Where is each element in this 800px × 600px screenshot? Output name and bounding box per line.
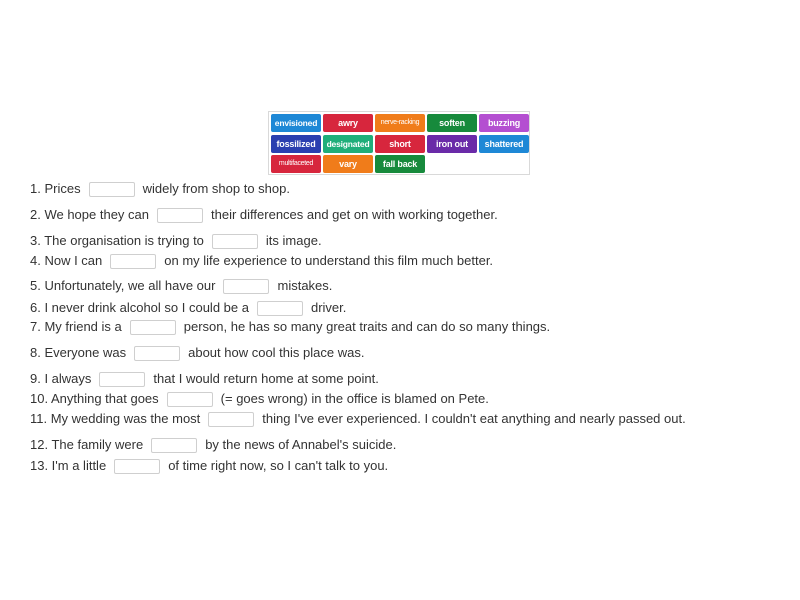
sentence-text-after: mistakes. bbox=[277, 278, 333, 293]
sentence-row bbox=[30, 370, 379, 388]
sentence-text-before: 13. I'm a little bbox=[30, 458, 107, 473]
word-bank bbox=[268, 111, 530, 175]
sentence-row bbox=[30, 206, 498, 224]
answer-blank[interactable] bbox=[110, 254, 156, 269]
sentence-text-before: 11. My wedding was the most bbox=[30, 411, 201, 426]
sentence-text-before: 9. I always bbox=[30, 371, 92, 386]
sentence-text-after: person, he has so many great traits and can do so many things. bbox=[183, 319, 551, 334]
answer-blank[interactable] bbox=[157, 208, 203, 223]
sentence-text-before: 5. Unfortunately, we all have our bbox=[30, 278, 216, 293]
sentence-text-after: driver. bbox=[310, 300, 347, 315]
sentence-text-after: about how cool this place was. bbox=[188, 345, 365, 360]
word-tile-fossilized[interactable]: fossilized bbox=[271, 135, 321, 153]
sentence-text-before: 1. Prices bbox=[30, 181, 81, 196]
sentence-row bbox=[30, 318, 550, 336]
sentence-text-after: thing I've ever experienced. I couldn't eat anything and nearly passed out. bbox=[262, 411, 686, 426]
sentence-text-after: by the news of Annabel's suicide. bbox=[205, 437, 397, 452]
answer-blank[interactable] bbox=[167, 392, 213, 407]
answer-blank[interactable] bbox=[99, 372, 145, 387]
answer-blank[interactable] bbox=[223, 279, 269, 294]
answer-blank[interactable] bbox=[208, 412, 254, 427]
sentence-text-before: 2. We hope they can bbox=[30, 207, 150, 222]
word-tile-soften[interactable]: soften bbox=[427, 114, 477, 132]
sentence-text-before: 7. My friend is a bbox=[30, 319, 122, 334]
word-tile-vary[interactable]: vary bbox=[323, 155, 373, 173]
sentence-row bbox=[30, 299, 346, 317]
sentence-text-before: 10. Anything that goes bbox=[30, 391, 159, 406]
word-tile-buzzing[interactable]: buzzing bbox=[479, 114, 529, 132]
word-tile-short[interactable]: short bbox=[375, 135, 425, 153]
answer-blank[interactable] bbox=[130, 320, 176, 335]
sentence-row bbox=[30, 457, 388, 475]
answer-blank[interactable] bbox=[151, 438, 197, 453]
sentence-text-after: their differences and get on with working together. bbox=[211, 207, 498, 222]
sentence-row bbox=[30, 390, 489, 408]
sentence-text-after: on my life experience to understand this film much better. bbox=[164, 253, 494, 268]
word-tile-fall-back[interactable]: fall back bbox=[375, 155, 425, 173]
sentence-row bbox=[30, 436, 396, 454]
answer-blank[interactable] bbox=[114, 459, 160, 474]
sentence-text-before: 6. I never drink alcohol so I could be a bbox=[30, 300, 249, 315]
word-tile-iron-out[interactable]: iron out bbox=[427, 135, 477, 153]
sentence-row bbox=[30, 277, 332, 295]
word-tile-shattered[interactable]: shattered bbox=[479, 135, 529, 153]
answer-blank[interactable] bbox=[212, 234, 258, 249]
sentence-text-after: that I would return home at some point. bbox=[153, 371, 379, 386]
word-tile-awry[interactable]: awry bbox=[323, 114, 373, 132]
sentence-row bbox=[30, 232, 322, 250]
sentence-row bbox=[30, 252, 493, 270]
sentence-text-after: of time right now, so I can't talk to you. bbox=[168, 458, 389, 473]
word-tile-multifaceted[interactable]: multifaceted bbox=[271, 155, 321, 173]
answer-blank[interactable] bbox=[257, 301, 303, 316]
word-tile-envisioned[interactable]: envisioned bbox=[271, 114, 321, 132]
sentence-text-after: its image. bbox=[265, 233, 322, 248]
sentence-text-before: 12. The family were bbox=[30, 437, 144, 452]
word-tile-nerve-racking[interactable]: nerve-racking bbox=[375, 114, 425, 132]
answer-blank[interactable] bbox=[89, 182, 135, 197]
sentence-row bbox=[30, 344, 364, 362]
sentence-text-after: (= goes wrong) in the office is blamed on Pete. bbox=[220, 391, 489, 406]
sentence-text-after: widely from shop to shop. bbox=[142, 181, 290, 196]
sentence-text-before: 4. Now I can bbox=[30, 253, 103, 268]
sentence-row bbox=[30, 180, 290, 198]
sentence-row bbox=[30, 410, 686, 428]
word-tile-designated[interactable]: designated bbox=[323, 135, 373, 153]
answer-blank[interactable] bbox=[134, 346, 180, 361]
sentence-text-before: 8. Everyone was bbox=[30, 345, 127, 360]
sentence-text-before: 3. The organisation is trying to bbox=[30, 233, 204, 248]
